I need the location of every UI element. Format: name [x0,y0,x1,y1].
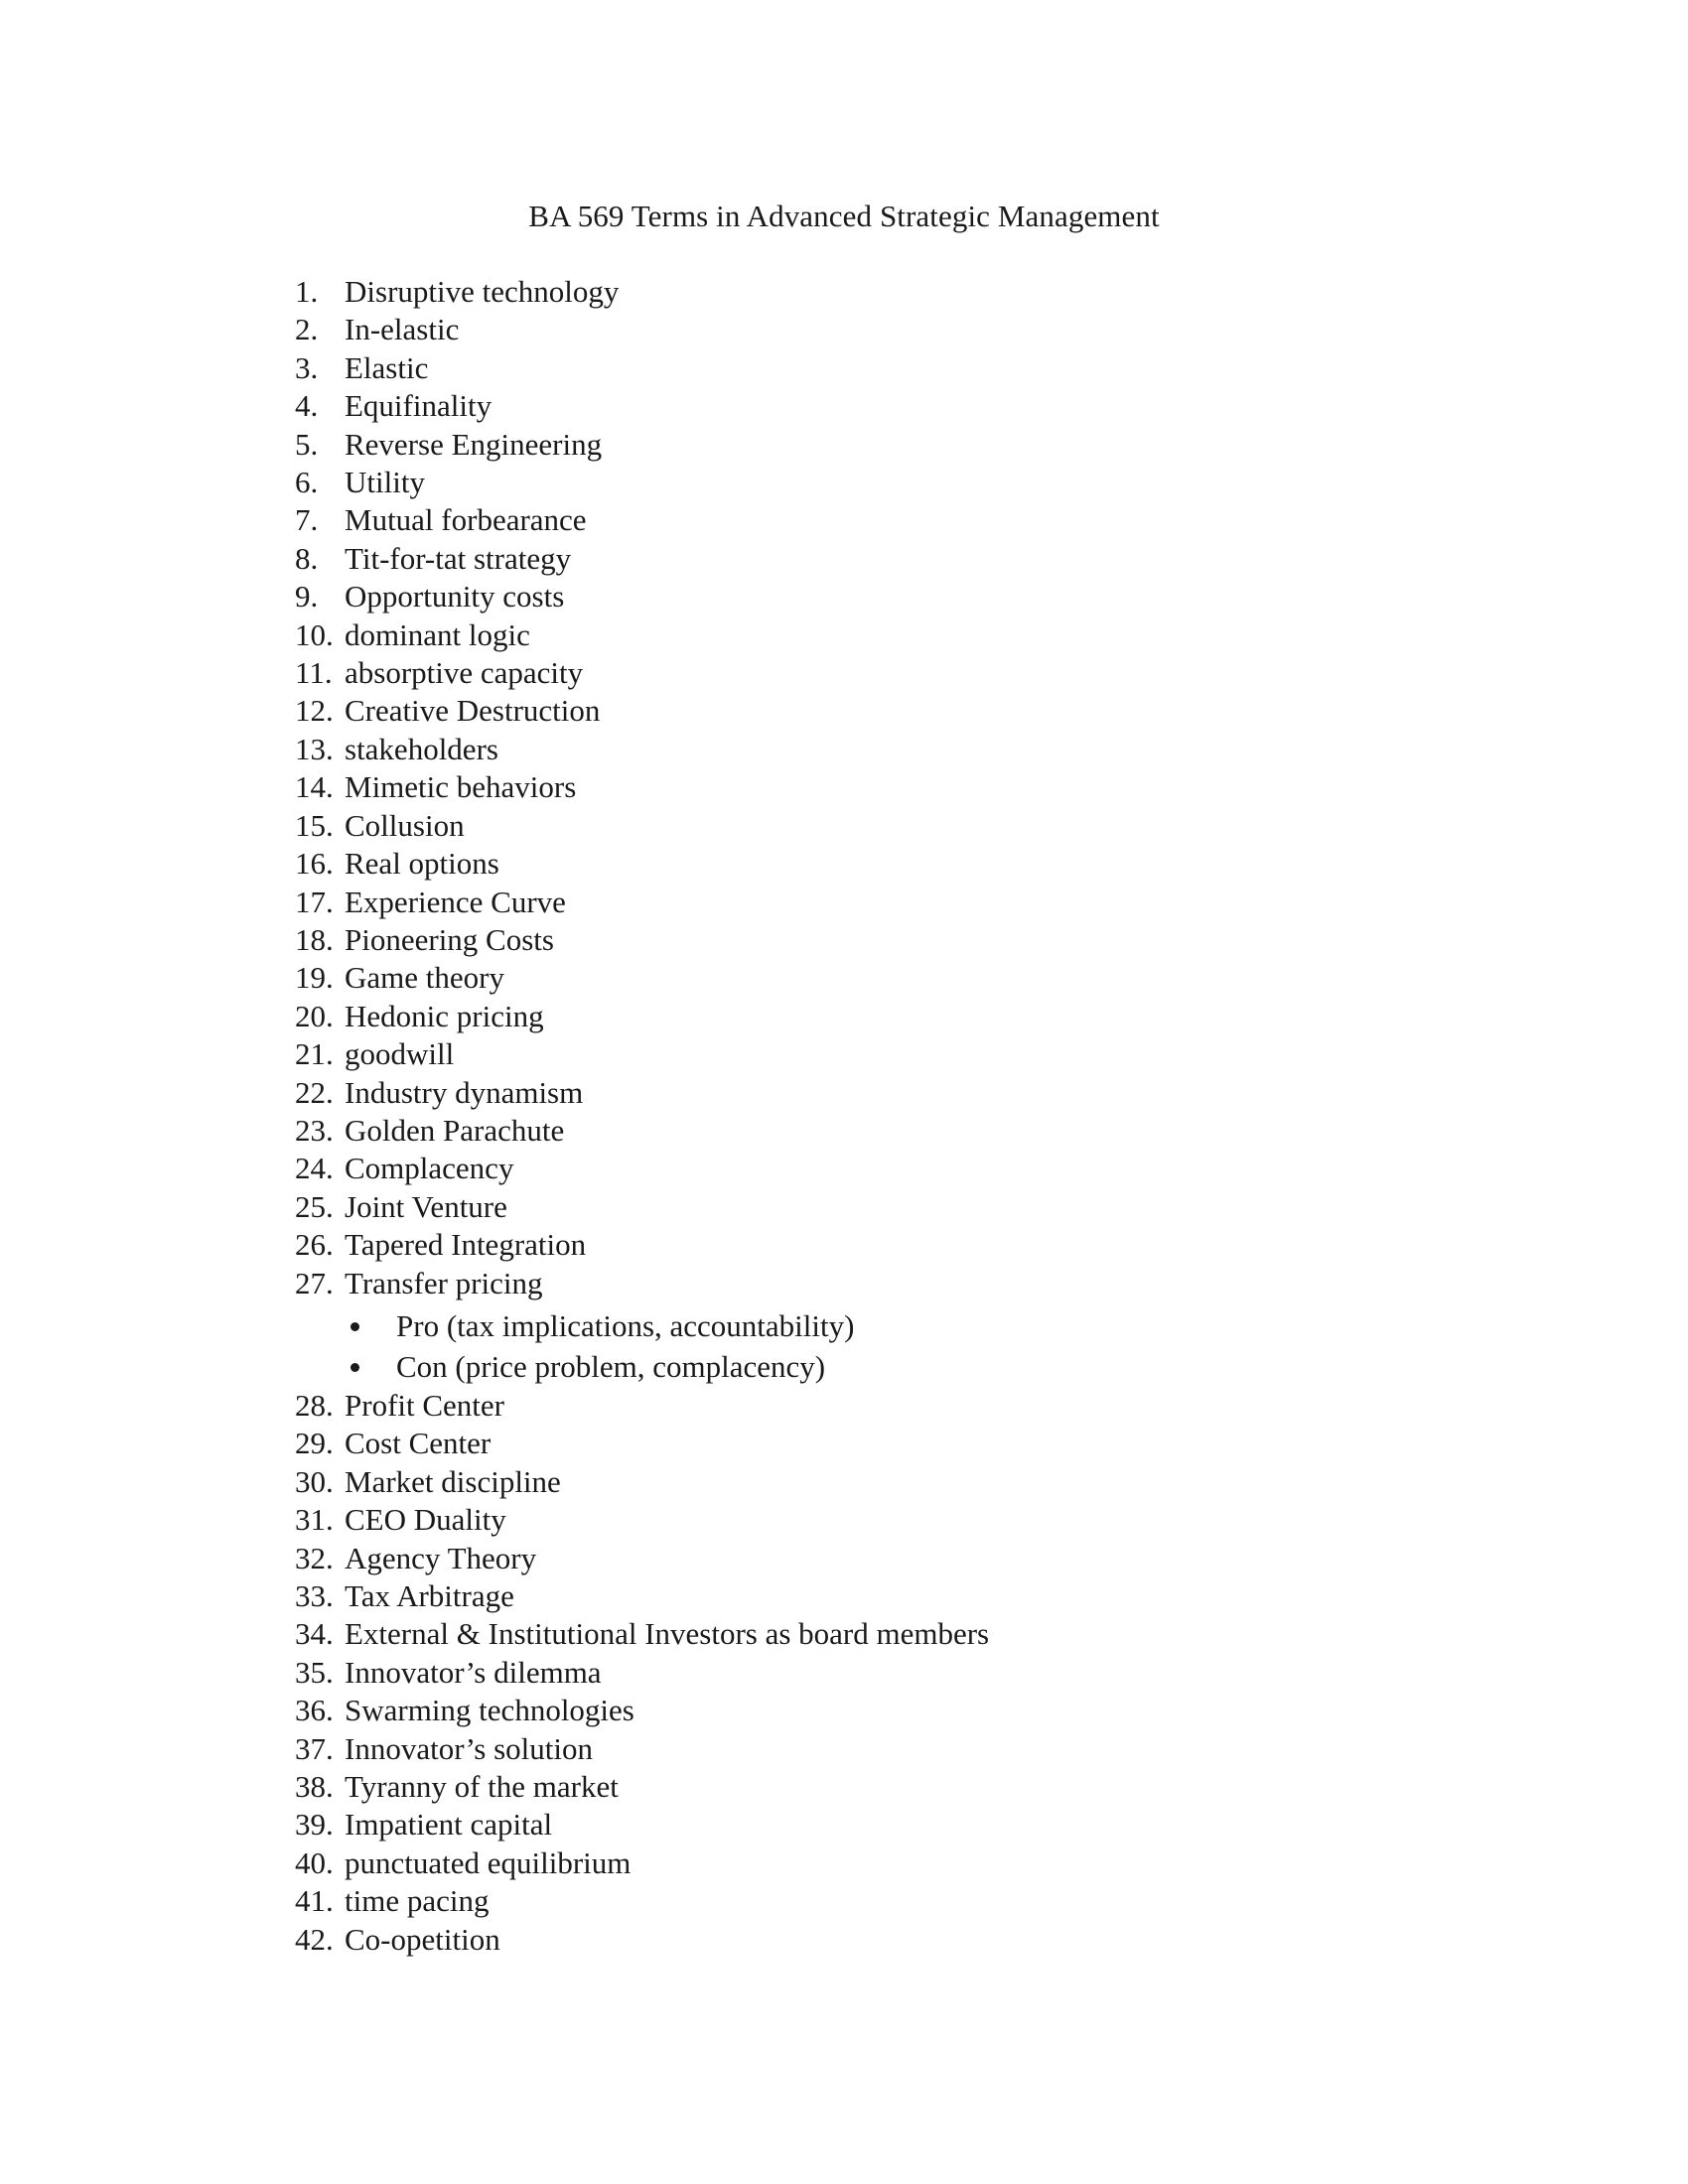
term-item [295,692,1437,730]
term-text: Tit-for-tat strategy [345,540,572,576]
term-text: Pioneering Costs [345,921,554,957]
terms-list [295,273,1437,1959]
term-text: Transfer pricing [345,1265,543,1300]
term-item [295,845,1437,883]
term-text: Mutual forbearance [345,502,587,538]
term-item [295,464,1437,501]
term-item [295,1226,1437,1264]
term-text: Creative Destruction [345,693,601,729]
term-item [295,1074,1437,1112]
term-item [295,1463,1437,1501]
term-number: 41. [295,1883,334,1919]
term-text: Innovator’s dilemma [345,1654,602,1690]
term-text: Tax Arbitrage [345,1578,514,1613]
term-item [295,616,1437,654]
term-text: goodwill [345,1036,455,1072]
term-item [295,540,1437,578]
document-title: BA 569 Terms in Advanced Strategic Management [528,199,1160,233]
term-item [295,884,1437,921]
term-item [295,311,1437,348]
term-number: 33. [295,1578,334,1613]
term-text: Impatient capital [345,1807,553,1843]
term-item [295,998,1437,1035]
term-item [295,1921,1437,1959]
term-number: 30. [295,1463,334,1499]
term-text: Real options [345,846,499,882]
bullet-icon [351,1363,359,1372]
term-item [295,1806,1437,1843]
term-number: 28. [295,1387,334,1423]
term-item [295,1540,1437,1577]
sub-item-con [295,1346,1437,1387]
term-number: 1. [295,274,319,309]
term-number: 13. [295,731,334,766]
transfer-pricing-sublist [295,1305,1437,1387]
term-item [295,768,1437,806]
term-text: Disruptive technology [345,274,620,309]
term-item [295,426,1437,464]
term-item [295,1188,1437,1226]
term-item [295,921,1437,959]
term-item [295,349,1437,387]
term-number: 3. [295,349,319,385]
term-number: 4. [295,388,319,424]
term-item [295,501,1437,539]
term-text: Experience Curve [345,884,566,919]
term-number: 16. [295,846,334,882]
term-text: Tyranny of the market [345,1769,619,1805]
term-text: Reverse Engineering [345,426,603,462]
term-item [295,1844,1437,1882]
term-item [295,1882,1437,1920]
term-item [295,387,1437,425]
term-item [295,1035,1437,1073]
term-text: Complacency [345,1151,514,1186]
term-item [295,1577,1437,1615]
term-item [295,1150,1437,1187]
term-text: Co-opetition [345,1921,500,1957]
term-number: 42. [295,1921,334,1957]
term-number: 18. [295,921,334,957]
term-number: 26. [295,1227,334,1263]
term-item [295,578,1437,615]
term-text: External & Institutional Investors as board members [345,1616,990,1652]
term-item [295,1692,1437,1729]
term-number: 7. [295,502,319,538]
term-text: Joint Venture [345,1188,507,1224]
term-text: CEO Duality [345,1502,506,1538]
term-item [295,1501,1437,1539]
term-text: absorptive capacity [345,655,584,691]
term-number: 37. [295,1730,334,1766]
term-text: Game theory [345,960,504,996]
term-number: 34. [295,1616,334,1652]
term-number: 19. [295,960,334,996]
term-text: Hedonic pricing [345,998,544,1033]
term-number: 20. [295,998,334,1033]
term-number: 39. [295,1807,334,1843]
term-number: 38. [295,1769,334,1805]
term-item [295,1112,1437,1150]
term-number: 11. [295,655,333,691]
term-text: stakeholders [345,731,498,766]
term-text: Opportunity costs [345,579,565,614]
term-number: 12. [295,693,334,729]
term-item [295,1730,1437,1768]
term-text: Mimetic behaviors [345,769,577,805]
term-text: Industry dynamism [345,1074,584,1110]
term-number: 23. [295,1112,334,1148]
term-item [295,1654,1437,1692]
term-text: Elastic [345,349,429,385]
term-number: 15. [295,807,334,843]
term-number: 14. [295,769,334,805]
term-text: Collusion [345,807,465,843]
term-text: Cost Center [345,1426,492,1461]
term-number: 22. [295,1074,334,1110]
term-number: 36. [295,1693,334,1728]
term-number: 5. [295,426,319,462]
sub-item-text: Con (price problem, complacency) [396,1348,826,1384]
term-item [295,1265,1437,1387]
term-text: time pacing [345,1883,490,1919]
term-text: Equifinality [345,388,492,424]
sub-item-text: Pro (tax implications, accountability) [396,1307,855,1343]
term-item [295,654,1437,692]
term-text: Innovator’s solution [345,1730,593,1766]
term-text: Market discipline [345,1463,561,1499]
term-item [295,1615,1437,1653]
term-number: 35. [295,1654,334,1690]
term-number: 27. [295,1265,334,1300]
term-number: 29. [295,1426,334,1461]
term-text: In-elastic [345,312,460,347]
term-number: 9. [295,579,319,614]
term-item [295,1768,1437,1806]
term-number: 8. [295,540,319,576]
bullet-icon [351,1322,359,1331]
term-text: Utility [345,465,425,500]
term-text: Swarming technologies [345,1693,634,1728]
term-item [295,731,1437,768]
term-item [295,1387,1437,1425]
term-number: 21. [295,1036,334,1072]
term-text: Tapered Integration [345,1227,587,1263]
term-text: Profit Center [345,1387,504,1423]
term-item [295,273,1437,311]
sub-item-pro [295,1305,1437,1346]
term-number: 31. [295,1502,334,1538]
term-item [295,1425,1437,1462]
term-number: 2. [295,312,319,347]
term-number: 24. [295,1151,334,1186]
term-text: punctuated equilibrium [345,1844,632,1880]
term-number: 6. [295,465,319,500]
term-text: Agency Theory [345,1540,537,1575]
term-number: 25. [295,1188,334,1224]
term-number: 17. [295,884,334,919]
term-number: 32. [295,1540,334,1575]
term-item [295,807,1437,845]
term-number: 40. [295,1844,334,1880]
term-text: Golden Parachute [345,1112,565,1148]
term-item [295,959,1437,997]
term-number: 10. [295,616,334,652]
term-text: dominant logic [345,616,530,652]
